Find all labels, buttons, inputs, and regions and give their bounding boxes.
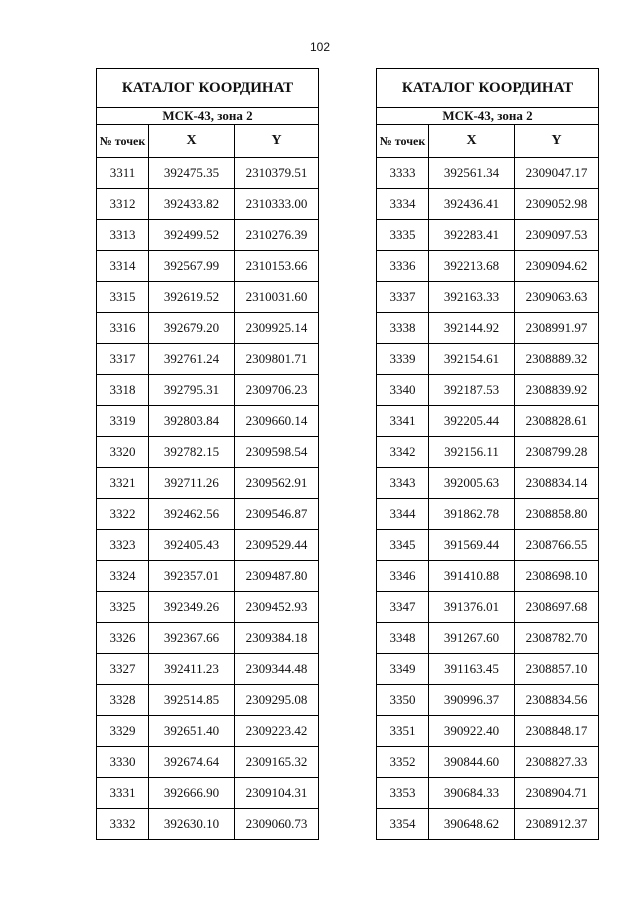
x-coordinate-cell: 390648.62 — [429, 809, 515, 840]
y-coordinate-cell: 2309801.71 — [235, 344, 319, 375]
point-number-cell: 3331 — [97, 778, 149, 809]
point-number-cell: 3329 — [97, 716, 149, 747]
point-number-cell: 3318 — [97, 375, 149, 406]
table-row — [97, 344, 319, 375]
coordinate-system-label: МСК-43, зона 2 — [377, 108, 599, 125]
point-number-cell: 3353 — [377, 778, 429, 809]
y-coordinate-cell: 2309487.80 — [235, 561, 319, 592]
y-coordinate-cell: 2309052.98 — [515, 189, 599, 220]
y-coordinate-cell: 2309295.08 — [235, 685, 319, 716]
point-number-cell: 3317 — [97, 344, 149, 375]
table-row — [97, 623, 319, 654]
point-number-cell: 3325 — [97, 592, 149, 623]
page-number: 102 — [309, 40, 331, 54]
point-number-cell: 3315 — [97, 282, 149, 313]
point-number-cell: 3352 — [377, 747, 429, 778]
x-coordinate-cell: 391410.88 — [429, 561, 515, 592]
y-coordinate-cell: 2309384.18 — [235, 623, 319, 654]
coordinate-catalog-table-right — [376, 68, 599, 840]
point-number-cell: 3335 — [377, 220, 429, 251]
x-coordinate-cell: 392163.33 — [429, 282, 515, 313]
table-row — [377, 592, 599, 623]
point-number-cell: 3326 — [97, 623, 149, 654]
x-coordinate-cell: 392154.61 — [429, 344, 515, 375]
y-coordinate-cell: 2309546.87 — [235, 499, 319, 530]
y-coordinate-cell: 2309060.73 — [235, 809, 319, 840]
column-header-y: Y — [515, 125, 599, 158]
y-coordinate-cell: 2308848.17 — [515, 716, 599, 747]
coordinate-system-row — [377, 108, 599, 125]
x-coordinate-cell: 392405.43 — [149, 530, 235, 561]
coordinate-catalog-table-left — [96, 68, 319, 840]
coordinate-system-row — [97, 108, 319, 125]
table-row — [97, 778, 319, 809]
y-coordinate-cell: 2308858.80 — [515, 499, 599, 530]
y-coordinate-cell: 2308834.14 — [515, 468, 599, 499]
point-number-cell: 3330 — [97, 747, 149, 778]
table-row — [377, 778, 599, 809]
x-coordinate-cell: 392674.64 — [149, 747, 235, 778]
table-row — [97, 747, 319, 778]
table-row — [377, 251, 599, 282]
x-coordinate-cell: 391163.45 — [429, 654, 515, 685]
coordinate-system-label: МСК-43, зона 2 — [97, 108, 319, 125]
table-row — [377, 499, 599, 530]
point-number-cell: 3321 — [97, 468, 149, 499]
y-coordinate-cell: 2308839.92 — [515, 375, 599, 406]
x-coordinate-cell: 392462.56 — [149, 499, 235, 530]
point-number-cell: 3346 — [377, 561, 429, 592]
x-coordinate-cell: 392411.23 — [149, 654, 235, 685]
x-coordinate-cell: 392156.11 — [429, 437, 515, 468]
y-coordinate-cell: 2308857.10 — [515, 654, 599, 685]
y-coordinate-cell: 2310031.60 — [235, 282, 319, 313]
table-row — [97, 313, 319, 344]
table-row — [377, 437, 599, 468]
x-coordinate-cell: 390844.60 — [429, 747, 515, 778]
point-number-cell: 3351 — [377, 716, 429, 747]
y-coordinate-cell: 2310379.51 — [235, 158, 319, 189]
x-coordinate-cell: 392666.90 — [149, 778, 235, 809]
table-row — [377, 220, 599, 251]
table-row — [97, 468, 319, 499]
x-coordinate-cell: 392711.26 — [149, 468, 235, 499]
y-coordinate-cell: 2309706.23 — [235, 375, 319, 406]
table-row — [377, 623, 599, 654]
y-coordinate-cell: 2308991.97 — [515, 313, 599, 344]
column-header-point-number: № точек — [377, 125, 429, 158]
x-coordinate-cell: 392561.34 — [429, 158, 515, 189]
point-number-cell: 3320 — [97, 437, 149, 468]
y-coordinate-cell: 2308698.10 — [515, 561, 599, 592]
x-coordinate-cell: 392475.35 — [149, 158, 235, 189]
y-coordinate-cell: 2308828.61 — [515, 406, 599, 437]
table-row — [377, 344, 599, 375]
table-title: КАТАЛОГ КООРДИНАТ — [97, 69, 319, 108]
point-number-cell: 3327 — [97, 654, 149, 685]
table-row — [377, 809, 599, 840]
y-coordinate-cell: 2309165.32 — [235, 747, 319, 778]
point-number-cell: 3354 — [377, 809, 429, 840]
column-header-x: X — [429, 125, 515, 158]
y-coordinate-cell: 2309223.42 — [235, 716, 319, 747]
table-row — [97, 561, 319, 592]
x-coordinate-cell: 392761.24 — [149, 344, 235, 375]
x-coordinate-cell: 392187.53 — [429, 375, 515, 406]
x-coordinate-cell: 391376.01 — [429, 592, 515, 623]
point-number-cell: 3348 — [377, 623, 429, 654]
y-coordinate-cell: 2308799.28 — [515, 437, 599, 468]
table-row — [97, 282, 319, 313]
table-title-row — [97, 69, 319, 108]
x-coordinate-cell: 392283.41 — [429, 220, 515, 251]
table-row — [377, 406, 599, 437]
x-coordinate-cell: 391267.60 — [429, 623, 515, 654]
table-row — [377, 189, 599, 220]
point-number-cell: 3334 — [377, 189, 429, 220]
table-row — [97, 685, 319, 716]
x-coordinate-cell: 392630.10 — [149, 809, 235, 840]
y-coordinate-cell: 2309047.17 — [515, 158, 599, 189]
y-coordinate-cell: 2308904.71 — [515, 778, 599, 809]
table-row — [377, 654, 599, 685]
y-coordinate-cell: 2310276.39 — [235, 220, 319, 251]
y-coordinate-cell: 2308912.37 — [515, 809, 599, 840]
point-number-cell: 3316 — [97, 313, 149, 344]
x-coordinate-cell: 390996.37 — [429, 685, 515, 716]
point-number-cell: 3336 — [377, 251, 429, 282]
y-coordinate-cell: 2310333.00 — [235, 189, 319, 220]
y-coordinate-cell: 2308782.70 — [515, 623, 599, 654]
column-header-row — [97, 125, 319, 158]
point-number-cell: 3313 — [97, 220, 149, 251]
y-coordinate-cell: 2308834.56 — [515, 685, 599, 716]
x-coordinate-cell: 392349.26 — [149, 592, 235, 623]
table-row — [377, 158, 599, 189]
column-header-y: Y — [235, 125, 319, 158]
y-coordinate-cell: 2309344.48 — [235, 654, 319, 685]
point-number-cell: 3333 — [377, 158, 429, 189]
point-number-cell: 3324 — [97, 561, 149, 592]
point-number-cell: 3344 — [377, 499, 429, 530]
table-row — [97, 189, 319, 220]
x-coordinate-cell: 392144.92 — [429, 313, 515, 344]
point-number-cell: 3322 — [97, 499, 149, 530]
x-coordinate-cell: 392795.31 — [149, 375, 235, 406]
y-coordinate-cell: 2308766.55 — [515, 530, 599, 561]
point-number-cell: 3319 — [97, 406, 149, 437]
table-row — [377, 561, 599, 592]
x-coordinate-cell: 392782.15 — [149, 437, 235, 468]
point-number-cell: 3338 — [377, 313, 429, 344]
table-row — [97, 530, 319, 561]
y-coordinate-cell: 2309094.62 — [515, 251, 599, 282]
y-coordinate-cell: 2309529.44 — [235, 530, 319, 561]
point-number-cell: 3345 — [377, 530, 429, 561]
table-row — [97, 716, 319, 747]
y-coordinate-cell: 2309598.54 — [235, 437, 319, 468]
point-number-cell: 3347 — [377, 592, 429, 623]
table-row — [97, 654, 319, 685]
table-row — [97, 251, 319, 282]
x-coordinate-cell: 392357.01 — [149, 561, 235, 592]
y-coordinate-cell: 2309063.63 — [515, 282, 599, 313]
y-coordinate-cell: 2309452.93 — [235, 592, 319, 623]
point-number-cell: 3323 — [97, 530, 149, 561]
point-number-cell: 3349 — [377, 654, 429, 685]
table-row — [97, 375, 319, 406]
point-number-cell: 3341 — [377, 406, 429, 437]
table-row — [377, 747, 599, 778]
point-number-cell: 3337 — [377, 282, 429, 313]
point-number-cell: 3328 — [97, 685, 149, 716]
x-coordinate-cell: 392005.63 — [429, 468, 515, 499]
table-row — [377, 685, 599, 716]
table-row — [377, 313, 599, 344]
table-row — [377, 716, 599, 747]
y-coordinate-cell: 2308697.68 — [515, 592, 599, 623]
table-row — [97, 406, 319, 437]
table-row — [97, 809, 319, 840]
y-coordinate-cell: 2309562.91 — [235, 468, 319, 499]
x-coordinate-cell: 392567.99 — [149, 251, 235, 282]
x-coordinate-cell: 392514.85 — [149, 685, 235, 716]
table-row — [377, 530, 599, 561]
x-coordinate-cell: 392619.52 — [149, 282, 235, 313]
x-coordinate-cell: 392367.66 — [149, 623, 235, 654]
column-header-x: X — [149, 125, 235, 158]
x-coordinate-cell: 392803.84 — [149, 406, 235, 437]
x-coordinate-cell: 390684.33 — [429, 778, 515, 809]
y-coordinate-cell: 2310153.66 — [235, 251, 319, 282]
table-row — [377, 375, 599, 406]
point-number-cell: 3314 — [97, 251, 149, 282]
y-coordinate-cell: 2309925.14 — [235, 313, 319, 344]
column-header-row — [377, 125, 599, 158]
x-coordinate-cell: 390922.40 — [429, 716, 515, 747]
point-number-cell: 3343 — [377, 468, 429, 499]
column-header-point-number: № точек — [97, 125, 149, 158]
point-number-cell: 3350 — [377, 685, 429, 716]
point-number-cell: 3311 — [97, 158, 149, 189]
point-number-cell: 3339 — [377, 344, 429, 375]
table-title-row — [377, 69, 599, 108]
y-coordinate-cell: 2308827.33 — [515, 747, 599, 778]
table-row — [97, 592, 319, 623]
x-coordinate-cell: 391862.78 — [429, 499, 515, 530]
table-row — [377, 468, 599, 499]
x-coordinate-cell: 392205.44 — [429, 406, 515, 437]
x-coordinate-cell: 392651.40 — [149, 716, 235, 747]
x-coordinate-cell: 392679.20 — [149, 313, 235, 344]
y-coordinate-cell: 2309660.14 — [235, 406, 319, 437]
table-row — [97, 158, 319, 189]
x-coordinate-cell: 391569.44 — [429, 530, 515, 561]
x-coordinate-cell: 392436.41 — [429, 189, 515, 220]
point-number-cell: 3340 — [377, 375, 429, 406]
y-coordinate-cell: 2309097.53 — [515, 220, 599, 251]
table-row — [97, 499, 319, 530]
x-coordinate-cell: 392499.52 — [149, 220, 235, 251]
point-number-cell: 3332 — [97, 809, 149, 840]
y-coordinate-cell: 2309104.31 — [235, 778, 319, 809]
table-row — [97, 220, 319, 251]
table-title: КАТАЛОГ КООРДИНАТ — [377, 69, 599, 108]
x-coordinate-cell: 392433.82 — [149, 189, 235, 220]
point-number-cell: 3342 — [377, 437, 429, 468]
point-number-cell: 3312 — [97, 189, 149, 220]
x-coordinate-cell: 392213.68 — [429, 251, 515, 282]
table-row — [377, 282, 599, 313]
table-row — [97, 437, 319, 468]
y-coordinate-cell: 2308889.32 — [515, 344, 599, 375]
